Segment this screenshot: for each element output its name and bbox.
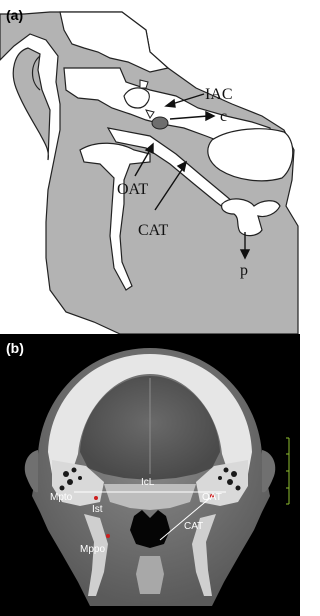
label-p: p xyxy=(240,262,248,279)
label-oat-ct: OAT xyxy=(202,492,222,503)
marker-ist xyxy=(94,496,98,500)
label-ist: Ist xyxy=(92,504,103,515)
label-cat: CAT xyxy=(138,222,169,239)
label-iac: IAC xyxy=(205,86,233,103)
label-icl: IcL xyxy=(141,477,155,488)
ct-right-ear xyxy=(262,450,275,492)
label-mppo: Mppo xyxy=(80,544,106,555)
label-mpto: Mpto xyxy=(50,492,73,503)
ct-cervical-spine xyxy=(136,556,164,594)
label-cat-ct: CAT xyxy=(184,521,204,532)
cochlea xyxy=(152,117,168,129)
label-c: c xyxy=(220,108,228,125)
panel-a-label: (a) xyxy=(6,7,24,23)
outer-ear xyxy=(13,48,50,160)
ct-left-ear xyxy=(25,450,38,492)
ct-scale-bar xyxy=(286,438,289,504)
panel-b-image xyxy=(0,334,300,616)
marker-mppo xyxy=(106,534,110,538)
label-oat: OAT xyxy=(117,181,149,198)
panel-b-label: (b) xyxy=(6,340,24,356)
panel-b-ct-scan xyxy=(0,334,300,616)
